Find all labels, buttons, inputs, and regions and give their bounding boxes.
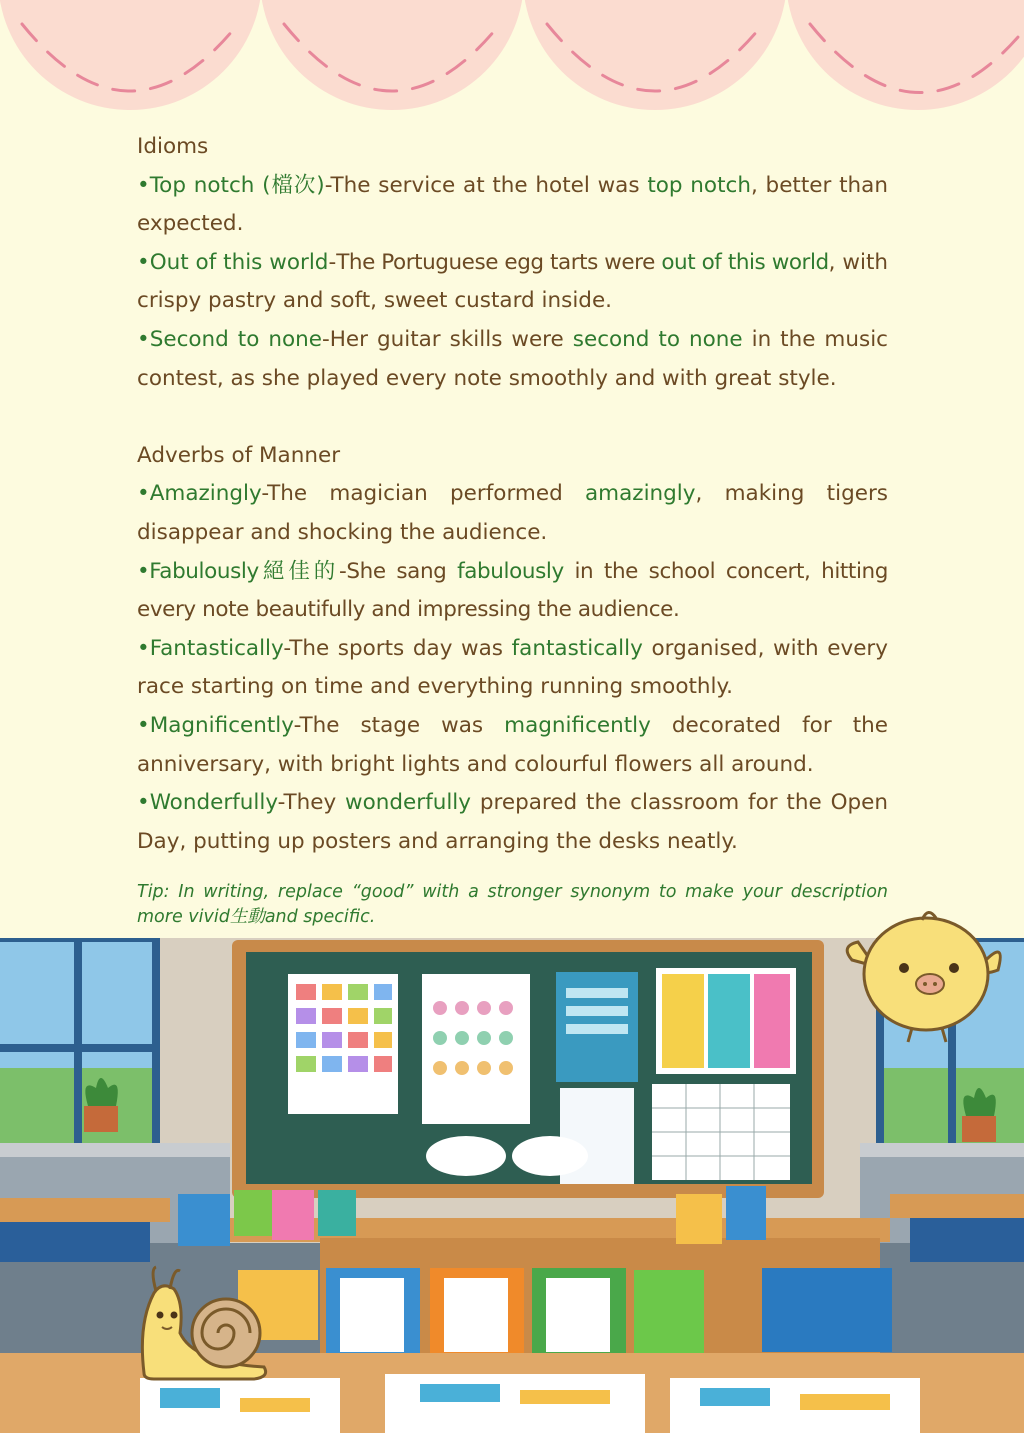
entry-sentence-end: , better than expected. [137, 172, 888, 237]
entry-separator: - [324, 172, 331, 198]
entry-bullet: • [137, 790, 150, 816]
entry-sentence-start: The sports day was [289, 635, 512, 661]
entry-separator: - [277, 790, 284, 816]
entry-separator: - [328, 249, 337, 275]
idiom-entry-out-of-this-world [137, 244, 888, 321]
adverb-entry-fabulously [137, 553, 888, 630]
entry-sentence-start: She sang [346, 558, 458, 584]
entry-sentence-end: organised, with every race starting on time and everything running smoothly. [137, 635, 888, 700]
entry-sentence-end: in the school concert, hitting every note beautifully and impressing the audience. [137, 558, 889, 623]
idiom-entry-second-to-none [137, 321, 888, 398]
adverb-entry-amazingly [137, 475, 888, 552]
entry-bullet: • [137, 635, 150, 661]
entry-sentence-end: in the music contest, as she played every note smoothly and with great style. [137, 326, 888, 391]
adverb-entry-magnificently [137, 707, 888, 784]
yellow-snail-mascot [134, 1263, 274, 1383]
entry-sentence-start: The Portuguese egg tarts were [336, 249, 662, 275]
entry-keyword: wonderfully [345, 790, 471, 816]
entry-sentence-start: Her guitar skills were [329, 326, 573, 352]
writing-tip: Tip: In writing, replace “good” with a stronger synonym to make your description more vivid生動and specific. [137, 882, 888, 927]
entry-keyword: out of this world [661, 249, 829, 275]
entry-keyword: fabulously [457, 558, 564, 584]
entry-term: Amazingly [149, 481, 262, 507]
entry-bullet: • [137, 558, 150, 584]
entry-bullet: • [137, 481, 150, 507]
entry-term: Wonderfully [149, 790, 278, 816]
yellow-chick-mascot [838, 900, 1010, 1050]
entry-term: Top notch (檔次) [149, 172, 325, 198]
adverb-entry-wonderfully [137, 784, 888, 861]
scalloped-header-decoration [0, 0, 1024, 120]
idioms-heading: Idioms [137, 134, 209, 159]
adverb-entry-fantastically [137, 630, 888, 707]
entry-sentence-end: , with crispy pastry and soft, sweet custard inside. [137, 249, 889, 314]
entry-separator: - [339, 558, 347, 584]
entry-sentence-start: They [283, 790, 346, 816]
entry-term: Fabulously絕佳的 [149, 558, 340, 584]
entry-keyword: second to none [572, 326, 743, 352]
entry-sentence-start: The service at the hotel was [330, 172, 648, 198]
section-gap [137, 398, 888, 437]
entry-separator: - [261, 481, 268, 507]
entry-keyword: fantastically [511, 635, 643, 661]
entry-keyword: magnificently [504, 712, 651, 738]
entry-sentence-start: The magician performed [267, 481, 585, 507]
entry-separator: - [293, 712, 300, 738]
entry-keyword: top notch [647, 172, 751, 198]
entry-term: Second to none [149, 326, 322, 352]
entry-keyword: amazingly [584, 481, 696, 507]
entry-term: Fantastically [149, 635, 284, 661]
idiom-entry-top-notch [137, 167, 888, 244]
entry-sentence-end: , making tigers disappear and shocking the audience. [137, 481, 888, 545]
entry-separator: - [321, 326, 330, 352]
entry-sentence-start: The stage was [299, 712, 505, 738]
entry-sentence-end: decorated for the anniversary, with bright lights and colourful flowers all around. [137, 712, 888, 777]
entry-bullet: • [137, 712, 150, 738]
entry-separator: - [283, 635, 290, 661]
entry-bullet: • [137, 172, 150, 198]
adverbs-heading: Adverbs of Manner [137, 442, 341, 468]
text-content [137, 128, 888, 861]
entry-term: Out of this world [149, 249, 329, 275]
entry-bullet: • [137, 249, 150, 275]
entry-term: Magnificently [149, 712, 294, 738]
entry-bullet: • [137, 326, 150, 352]
entry-sentence-end: prepared the classroom for the Open Day, putting up posters and arranging the desks neatly. [137, 790, 889, 854]
